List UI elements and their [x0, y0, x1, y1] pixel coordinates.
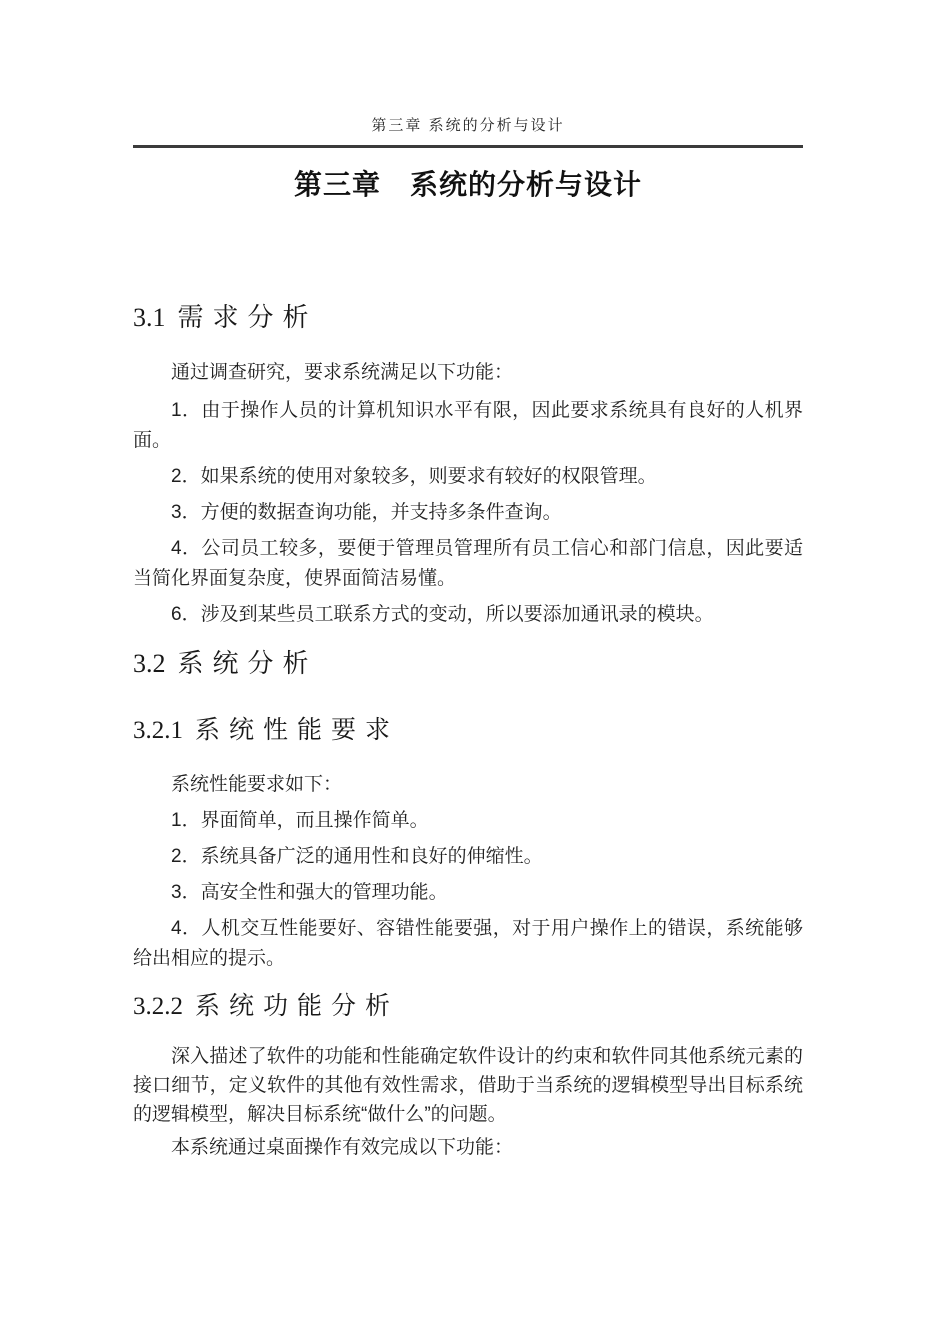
- list-item-3-1-2: 2．如果系统的使用对象较多，则要求有较好的权限管理。: [171, 466, 657, 487]
- section-title-text: 系统分析: [177, 648, 318, 678]
- section-title-text: 系统功能分析: [195, 992, 400, 1020]
- section-number: 3.1: [133, 303, 166, 332]
- section-number: 3.2.1: [133, 717, 183, 744]
- section-title-text: 系统性能要求: [195, 716, 400, 744]
- section-heading-3-2: [133, 646, 803, 681]
- section-title-text: 需求分析: [177, 302, 318, 332]
- paragraph-3-2-1-intro: 系统性能要求如下：: [171, 774, 343, 795]
- section-number: 3.2.2: [133, 993, 183, 1020]
- list-item-3-1-3: 3．方便的数据查询功能，并支持多条件查询。: [171, 502, 562, 523]
- paragraph-3-2-2-closing: 本系统通过桌面操作有效完成以下功能：: [171, 1137, 514, 1158]
- chapter-title: 第三章 系统的分析与设计: [293, 169, 642, 200]
- list-item-3-2-1-3: 3．高安全性和强大的管理功能。: [171, 882, 448, 903]
- section-heading-3-2-1: [133, 714, 803, 747]
- section-number: 3.2: [133, 649, 166, 678]
- paragraph-3-2-2-body: 深入描述了软件的功能和性能确定软件设计的约束和软件同其他系统元素的接口细节，定义软件的其他有效性需求，借助于当系统的逻辑模型导出目标系统的逻辑模型，解决目标系统“做什么”的问题。: [133, 1046, 803, 1125]
- paragraph-3-1-intro: 通过调查研究，要求系统满足以下功能：: [171, 362, 514, 383]
- section-heading-3-2-2: [133, 990, 803, 1023]
- list-item-3-2-1-4: 4．人机交互性能要好、容错性能要强，对于用户操作上的错误，系统能够给出相应的提示。: [133, 918, 803, 969]
- list-item-3-2-1-2: 2．系统具备广泛的通用性和良好的伸缩性。: [171, 846, 543, 867]
- list-item-3-1-1: 1．由于操作人员的计算机知识水平有限，因此要求系统具有良好的人机界面。: [133, 400, 803, 451]
- header-rule-divider: [133, 145, 803, 148]
- section-heading-3-1: [133, 300, 803, 335]
- list-item-3-1-4: 4．公司员工较多，要便于管理员管理所有员工信心和部门信息，因此要适当简化界面复杂度，使界面简洁易懂。: [133, 538, 803, 589]
- list-item-3-2-1-1: 1．界面简单，而且操作简单。: [171, 810, 429, 831]
- list-item-3-1-6: 6．涉及到某些员工联系方式的变动，所以要添加通讯录的模块。: [171, 604, 714, 625]
- running-header: 第三章 系统的分析与设计: [371, 117, 565, 134]
